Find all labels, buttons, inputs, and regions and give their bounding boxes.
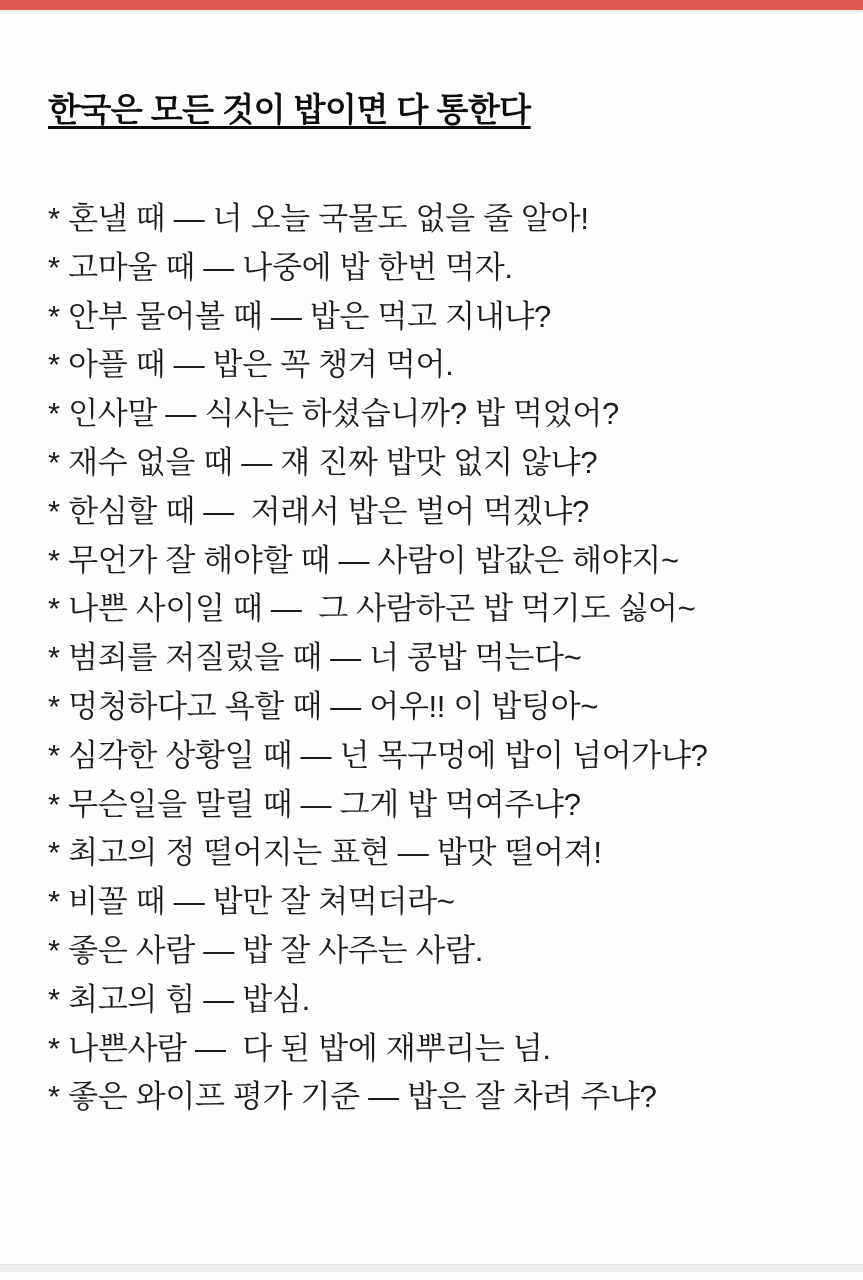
list-item <box>48 781 833 830</box>
list-item-text: 재수 없을 때 — 쟤 진짜 밥맛 없지 않냐? <box>68 444 598 480</box>
list-item <box>48 829 833 878</box>
asterisk-marker: * <box>48 884 69 920</box>
list-item-text: 좋은 와이프 평가 기준 — 밥은 잘 차려 주냐? <box>68 1079 657 1115</box>
document-content <box>48 10 833 1122</box>
list-item-text: 나쁜 사이일 때 — 그 사람하곤 밥 먹기도 싫어~ <box>68 591 696 627</box>
asterisk-marker: * <box>48 1030 69 1066</box>
list-item-text: 혼낼 때 — 너 오늘 국물도 없을 줄 알아! <box>68 201 589 236</box>
asterisk-marker: * <box>48 835 69 871</box>
list-item <box>48 439 833 488</box>
list-item <box>48 585 833 634</box>
asterisk-marker: * <box>48 737 69 773</box>
list-item <box>48 976 833 1025</box>
list-item-text: 한심할 때 — 저래서 밥은 벌어 먹겠냐? <box>68 493 589 529</box>
list-item <box>48 927 833 976</box>
asterisk-marker: * <box>48 640 69 676</box>
list-item <box>48 390 833 439</box>
list-item-text: 고마울 때 — 나중에 밥 한번 먹자. <box>68 249 513 285</box>
list-item-text: 좋은 사람 — 밥 잘 사주는 사람. <box>68 932 484 968</box>
asterisk-marker: * <box>48 444 69 480</box>
list-item <box>48 878 833 927</box>
asterisk-marker: * <box>48 347 69 383</box>
list-item-text: 최고의 힘 — 밥심. <box>68 981 310 1017</box>
asterisk-marker: * <box>48 786 69 822</box>
list-item-text: 심각한 상황일 때 — 넌 목구멍에 밥이 넘어가냐? <box>68 737 708 773</box>
bottom-divider <box>0 1264 863 1272</box>
asterisk-marker: * <box>48 981 69 1017</box>
asterisk-marker: * <box>48 688 69 724</box>
list-item <box>48 244 833 293</box>
list-item <box>48 1025 833 1074</box>
list-item-text: 인사말 — 식사는 하셨습니까? 밥 먹었어? <box>68 396 619 432</box>
asterisk-marker: * <box>48 591 69 627</box>
asterisk-marker: * <box>48 1079 69 1115</box>
list-item <box>48 732 833 781</box>
list-item-text: 비꼴 때 — 밥만 잘 쳐먹더라~ <box>68 884 455 920</box>
list-item <box>48 293 833 342</box>
list-item-text: 멍청하다고 욕할 때 — 어우!! 이 밥팅아~ <box>68 688 599 724</box>
asterisk-marker: * <box>48 396 69 432</box>
phrase-list <box>48 195 833 1122</box>
list-item-text: 최고의 정 떨어지는 표현 — 밥맛 떨어져! <box>68 835 602 871</box>
list-item <box>48 195 833 244</box>
list-item <box>48 1073 833 1122</box>
asterisk-marker: * <box>48 542 69 578</box>
list-item-text: 나쁜사람 — 다 된 밥에 재뿌리는 넘. <box>68 1030 551 1066</box>
list-item-text: 무언가 잘 해야할 때 — 사람이 밥값은 해야지~ <box>68 542 679 578</box>
document-title: 한국은 모든 것이 밥이면 다 통한다 <box>48 91 531 128</box>
top-accent-bar <box>0 0 863 10</box>
asterisk-marker: * <box>48 493 69 529</box>
asterisk-marker: * <box>48 932 69 968</box>
list-item <box>48 634 833 683</box>
list-item-text: 무슨일을 말릴 때 — 그게 밥 먹여주냐? <box>68 786 581 822</box>
list-item <box>48 537 833 586</box>
asterisk-marker: * <box>48 249 69 285</box>
list-item-text: 범죄를 저질렀을 때 — 너 콩밥 먹는다~ <box>68 640 582 676</box>
list-item-text: 안부 물어볼 때 — 밥은 먹고 지내냐? <box>68 298 551 334</box>
asterisk-marker: * <box>48 201 69 236</box>
asterisk-marker: * <box>48 298 69 334</box>
list-item-text: 아플 때 — 밥은 꼭 챙겨 먹어. <box>68 347 454 383</box>
list-item <box>48 683 833 732</box>
list-item <box>48 488 833 537</box>
list-item <box>48 341 833 390</box>
